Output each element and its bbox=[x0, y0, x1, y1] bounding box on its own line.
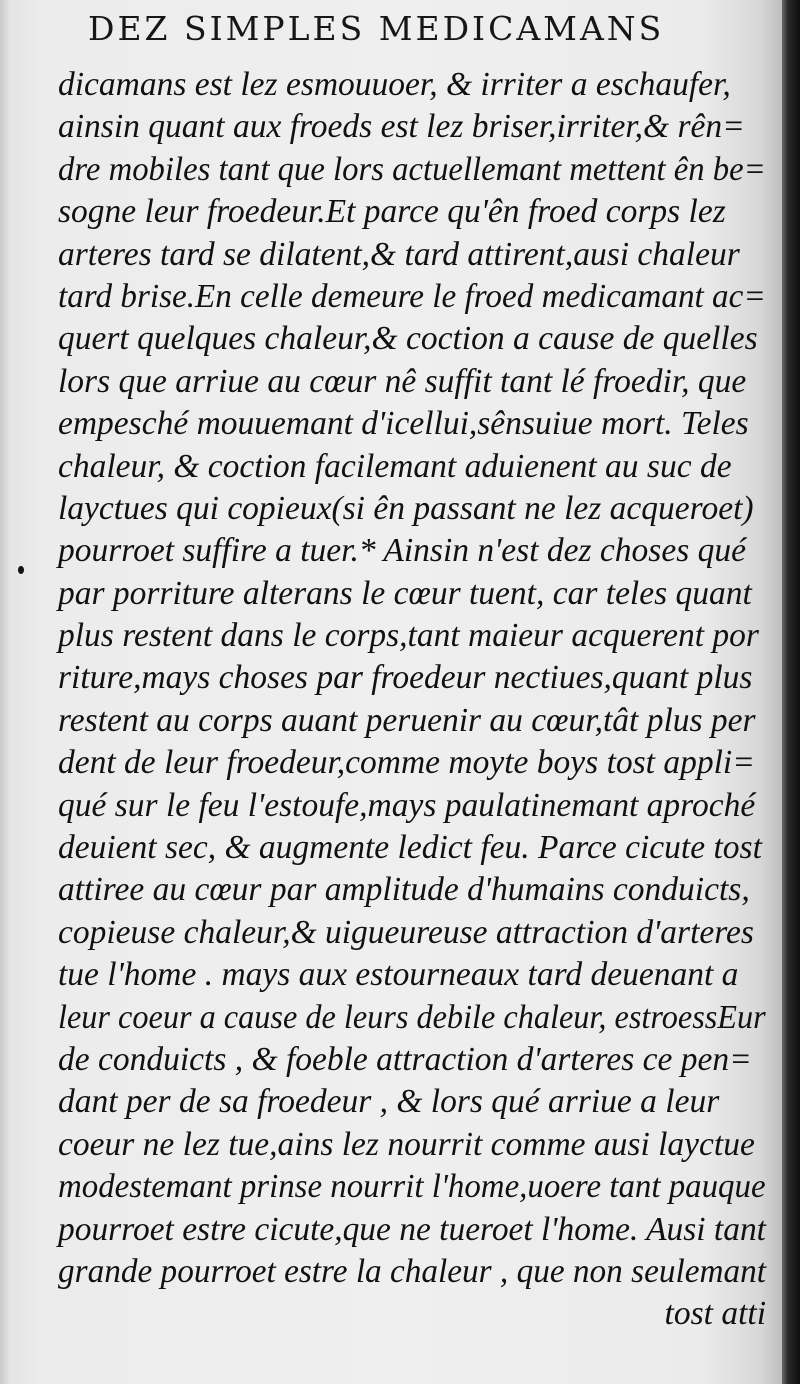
text-line: coeur ne lez tue,ains lez nourrit comme ausi layctue bbox=[58, 1125, 755, 1163]
text-line: modestemant prinse nourrit l'home,uoere tant pauque bbox=[58, 1168, 766, 1206]
text-line: ainsin quant aux froeds est lez briser,irriter,& rên= bbox=[58, 108, 745, 146]
text-line: restent au corps auant peruenir au cœur,tât plus per bbox=[58, 701, 756, 739]
text-line: riture,mays choses par froedeur nectiues,quant plus bbox=[58, 659, 753, 697]
body-text bbox=[58, 64, 766, 1336]
text-line: pourroet suffire a tuer.* Ainsin n'est dez choses qué bbox=[58, 532, 746, 570]
text-line: layctues qui copieux(si ên passant ne lez acqueroet) bbox=[58, 489, 754, 527]
text-line: lors que arriue au cœur nê suffit tant lé froedir, que bbox=[58, 362, 747, 400]
text-line: deuient sec, & augmente ledict feu. Parce cicute tost bbox=[58, 829, 762, 867]
text-line: arteres tard se dilatent,& tard attirent,ausi chaleur bbox=[58, 235, 740, 273]
margin-mark bbox=[18, 566, 24, 574]
text-line: grande pourroet estre la chaleur , que non seulemant bbox=[58, 1252, 767, 1290]
text-line: attiree au cœur par amplitude d'humains conduicts, bbox=[58, 871, 750, 909]
text-line: quert quelques chaleur,& coction a cause de quelles bbox=[58, 320, 758, 358]
text-line: chaleur, & coction facilemant aduienent au suc de bbox=[58, 447, 732, 485]
text-line: dent de leur froedeur,comme moyte boys tost appli= bbox=[58, 744, 755, 782]
text-line: tue l'home . mays aux estourneaux tard deuenant a bbox=[58, 956, 739, 994]
text-line: copieuse chaleur,& uigueureuse attraction d'arteres bbox=[58, 913, 754, 951]
text-line: sogne leur froedeur.Et parce qu'ên froed corps lez bbox=[58, 193, 726, 231]
text-line: dant per de sa froedeur , & lors qué arriue a leur bbox=[58, 1083, 720, 1121]
text-line: leur coeur a cause de leurs debile chaleur, estroessEur bbox=[58, 998, 766, 1036]
text-line: qué sur le feu l'estoufe,mays paulatinemant aproché bbox=[58, 786, 756, 824]
text-line: pourroet estre cicute,que ne tueroet l'home. Ausi tant bbox=[58, 1210, 766, 1248]
page-edge-shadow bbox=[782, 0, 800, 1384]
text-line: dre mobiles tant que lors actuellemant mettent ên be= bbox=[58, 150, 766, 188]
text-line: de conduicts , & foeble attraction d'arteres ce pen= bbox=[58, 1040, 752, 1078]
text-line: par porriture alterans le cœur tuent, car teles quant bbox=[58, 574, 752, 612]
running-head: DEZ SIMPLES MEDICAMANS bbox=[88, 9, 665, 48]
text-line: dicamans est lez esmouuoer, & irriter a eschaufer, bbox=[58, 66, 731, 103]
catchword: tost atti bbox=[664, 1295, 766, 1333]
text-line: empesché mouuemant d'icellui,sênsuiue mort. Teles bbox=[58, 405, 749, 443]
text-line: plus restent dans le corps,tant maieur acquerent por bbox=[58, 617, 759, 655]
text-line: tard brise.En celle demeure le froed medicamant ac= bbox=[58, 277, 766, 315]
